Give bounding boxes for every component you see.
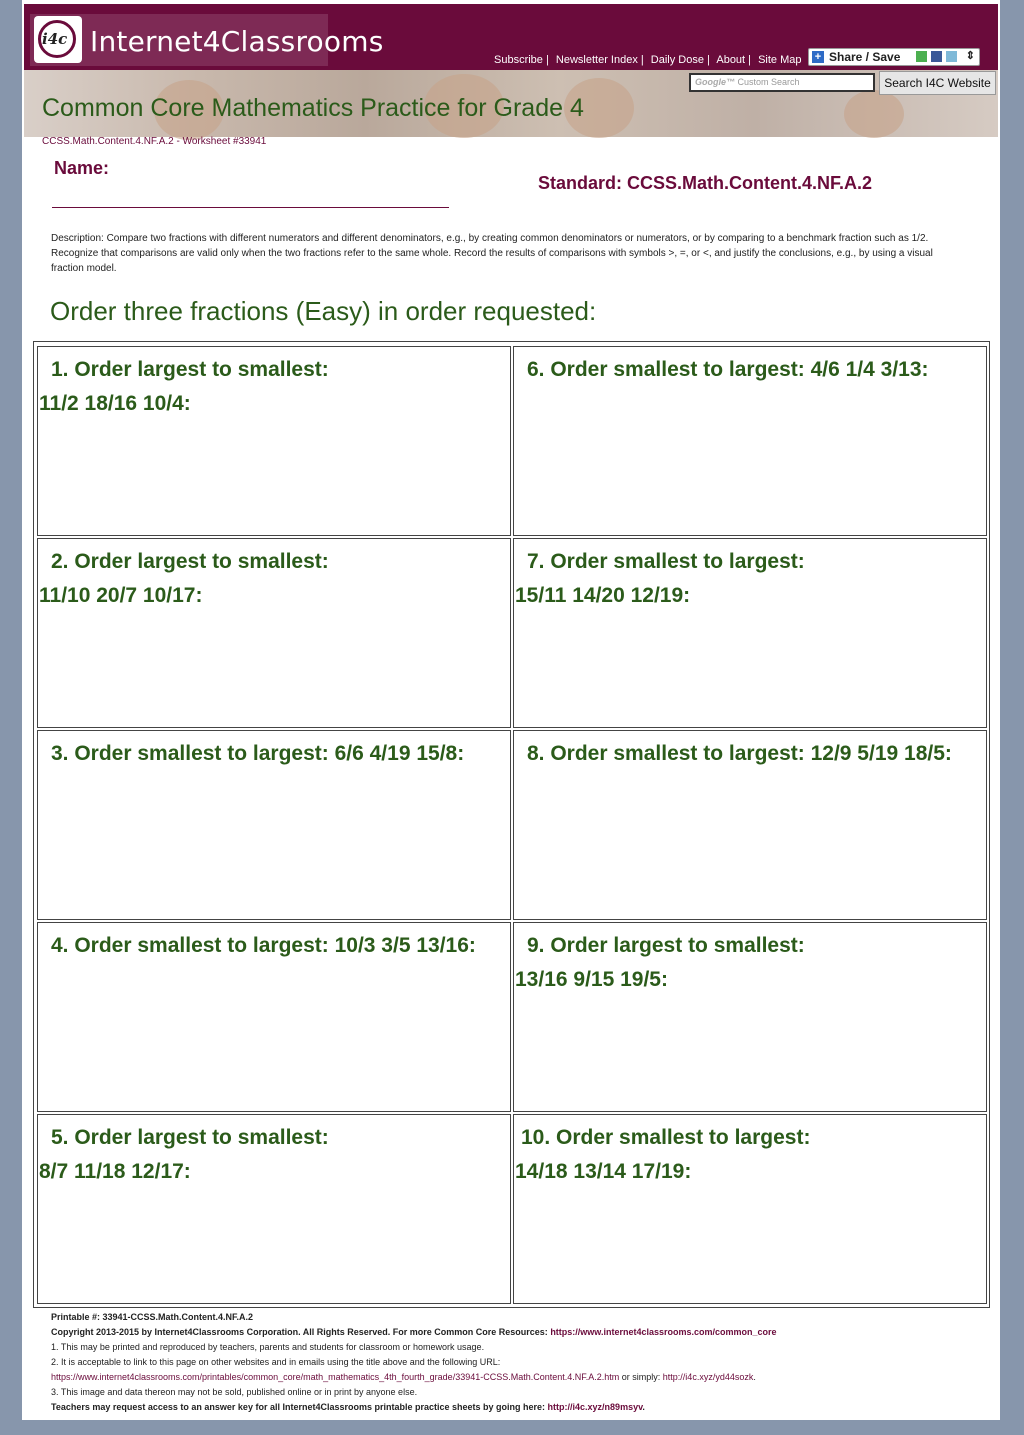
question-cell <box>37 922 511 1112</box>
page-title: Common Core Mathematics Practice for Grade 4 <box>42 94 584 122</box>
usage-note-1: 1. This may be printed and reproduced by teachers, parents and students for classroom or homework usage. <box>51 1342 485 1352</box>
question-fractions: 13/16 9/15 19/5: <box>515 968 668 991</box>
share-icon <box>916 51 927 62</box>
site-logo[interactable] <box>30 14 384 66</box>
question-line: 4. Order smallest to largest: 10/3 3/5 13/16: <box>51 934 476 957</box>
question-cell <box>513 922 987 1112</box>
search-button[interactable]: Search I4C Website <box>879 71 996 95</box>
page <box>22 0 1000 1420</box>
question-fractions: 14/18 13/14 17/19: <box>515 1160 692 1183</box>
question-line: 5. Order largest to smallest: <box>51 1126 329 1149</box>
search-input[interactable]: Google™ Custom Search <box>689 73 875 92</box>
question-cell <box>37 730 511 920</box>
twitter-icon <box>946 51 957 62</box>
plus-icon: + <box>812 51 824 63</box>
question-line: 1. Order largest to smallest: <box>51 358 329 381</box>
question-cell <box>37 346 511 536</box>
standard-label: Standard: CCSS.Math.Content.4.NF.A.2 <box>538 173 873 193</box>
chevron-updown-icon: ⇕ <box>965 50 975 62</box>
section-heading: Order three fractions (Easy) in order requested: <box>50 296 597 326</box>
printable-number: Printable #: 33941-CCSS.Math.Content.4.NF.A.2 <box>51 1312 254 1322</box>
question-grid <box>33 341 990 1308</box>
common-core-link[interactable]: https://www.internet4classrooms.com/common_core <box>550 1327 777 1337</box>
question-cell <box>513 346 987 536</box>
description: Description: Compare two fractions with different numerators and different denominators, e.g., by creating common denominators or numerators, or by comparing to a benchmark fraction such as 1/2. Recognize that comparisons are valid only when the two fractions refer to the same whole. Record the results of comparisons with symbols >, =, or <, and justify the conclusions, e.g., by using a visual fraction model. <box>51 233 933 274</box>
question-cell <box>37 1114 511 1304</box>
question-line: 6. Order smallest to largest: 4/6 1/4 3/13: <box>527 358 929 381</box>
question-fractions: 8/7 11/18 12/17: <box>39 1160 191 1183</box>
question-line: 9. Order largest to smallest: <box>527 934 805 957</box>
question-fractions: 15/11 14/20 12/19: <box>515 584 691 607</box>
top-nav <box>494 54 806 66</box>
question-line: 8. Order smallest to largest: 12/9 5/19 18/5: <box>527 742 952 765</box>
breadcrumb: CCSS.Math.Content.4.NF.A.2 - Worksheet #33941 <box>42 136 267 147</box>
question-cell <box>37 538 511 728</box>
short-url-link[interactable]: http://i4c.xyz/yd44sozk <box>662 1372 754 1382</box>
site-header <box>24 4 998 70</box>
share-save-button[interactable]: + Share / Save ⇕ <box>808 48 980 66</box>
question-fractions: 11/2 18/16 10/4: <box>39 392 191 415</box>
usage-note-3: 3. This image and data thereon may not be sold, published online or in print by anyone else. <box>51 1387 418 1397</box>
usage-note-2: 2. It is acceptable to link to this page on other websites and in emails using the title above and the following URL: <box>51 1357 501 1367</box>
page-url-link[interactable]: https://www.internet4classrooms.com/printables/common_core/math_mathematics_4th_fourth_grade/33941-CCSS.Math.Content.4.NF.A.2.htm <box>51 1372 620 1382</box>
answer-key-note: Teachers may request access to an answer key for all Internet4Classrooms printable practice sheets by going here: http://i4c.xyz/n89msyv. <box>51 1402 645 1412</box>
question-fractions: 11/10 20/7 10/17: <box>39 584 203 607</box>
nav-daily-dose[interactable]: Daily Dose | <box>650 54 710 66</box>
nav-site-map[interactable]: Site Map <box>758 54 802 66</box>
url-line: https://www.internet4classrooms.com/printables/common_core/math_mathematics_4th_fourth_grade/33941-CCSS.Math.Content.4.NF.A.2.htm or simply: http://i4c.xyz/yd44sozk. <box>51 1372 756 1382</box>
question-line: 7. Order smallest to largest: <box>527 550 805 573</box>
question-line: 2. Order largest to smallest: <box>51 550 329 573</box>
question-cell <box>513 538 987 728</box>
question-line: 10. Order smallest to largest: <box>521 1126 811 1149</box>
copyright: Copyright 2013-2015 by Internet4Classrooms Corporation. All Rights Reserved. For more Common Core Resources: https://www.internet4classrooms.com/common_core <box>51 1327 777 1337</box>
question-line: 3. Order smallest to largest: 6/6 4/19 15/8: <box>51 742 465 765</box>
question-cell <box>513 730 987 920</box>
answer-key-link[interactable]: http://i4c.xyz/n89msyv <box>547 1402 643 1412</box>
name-line <box>52 207 449 208</box>
question-cell <box>513 1114 987 1304</box>
name-label: Name: <box>54 158 110 178</box>
nav-subscribe[interactable]: Subscribe | <box>494 54 549 66</box>
logo-mark: i4c <box>34 16 82 63</box>
nav-about[interactable]: About | <box>716 54 752 66</box>
footer <box>51 1310 991 1415</box>
nav-newsletter-index[interactable]: Newsletter Index | <box>555 54 644 66</box>
facebook-icon <box>931 51 942 62</box>
site-name: Internet4Classrooms <box>90 25 384 58</box>
